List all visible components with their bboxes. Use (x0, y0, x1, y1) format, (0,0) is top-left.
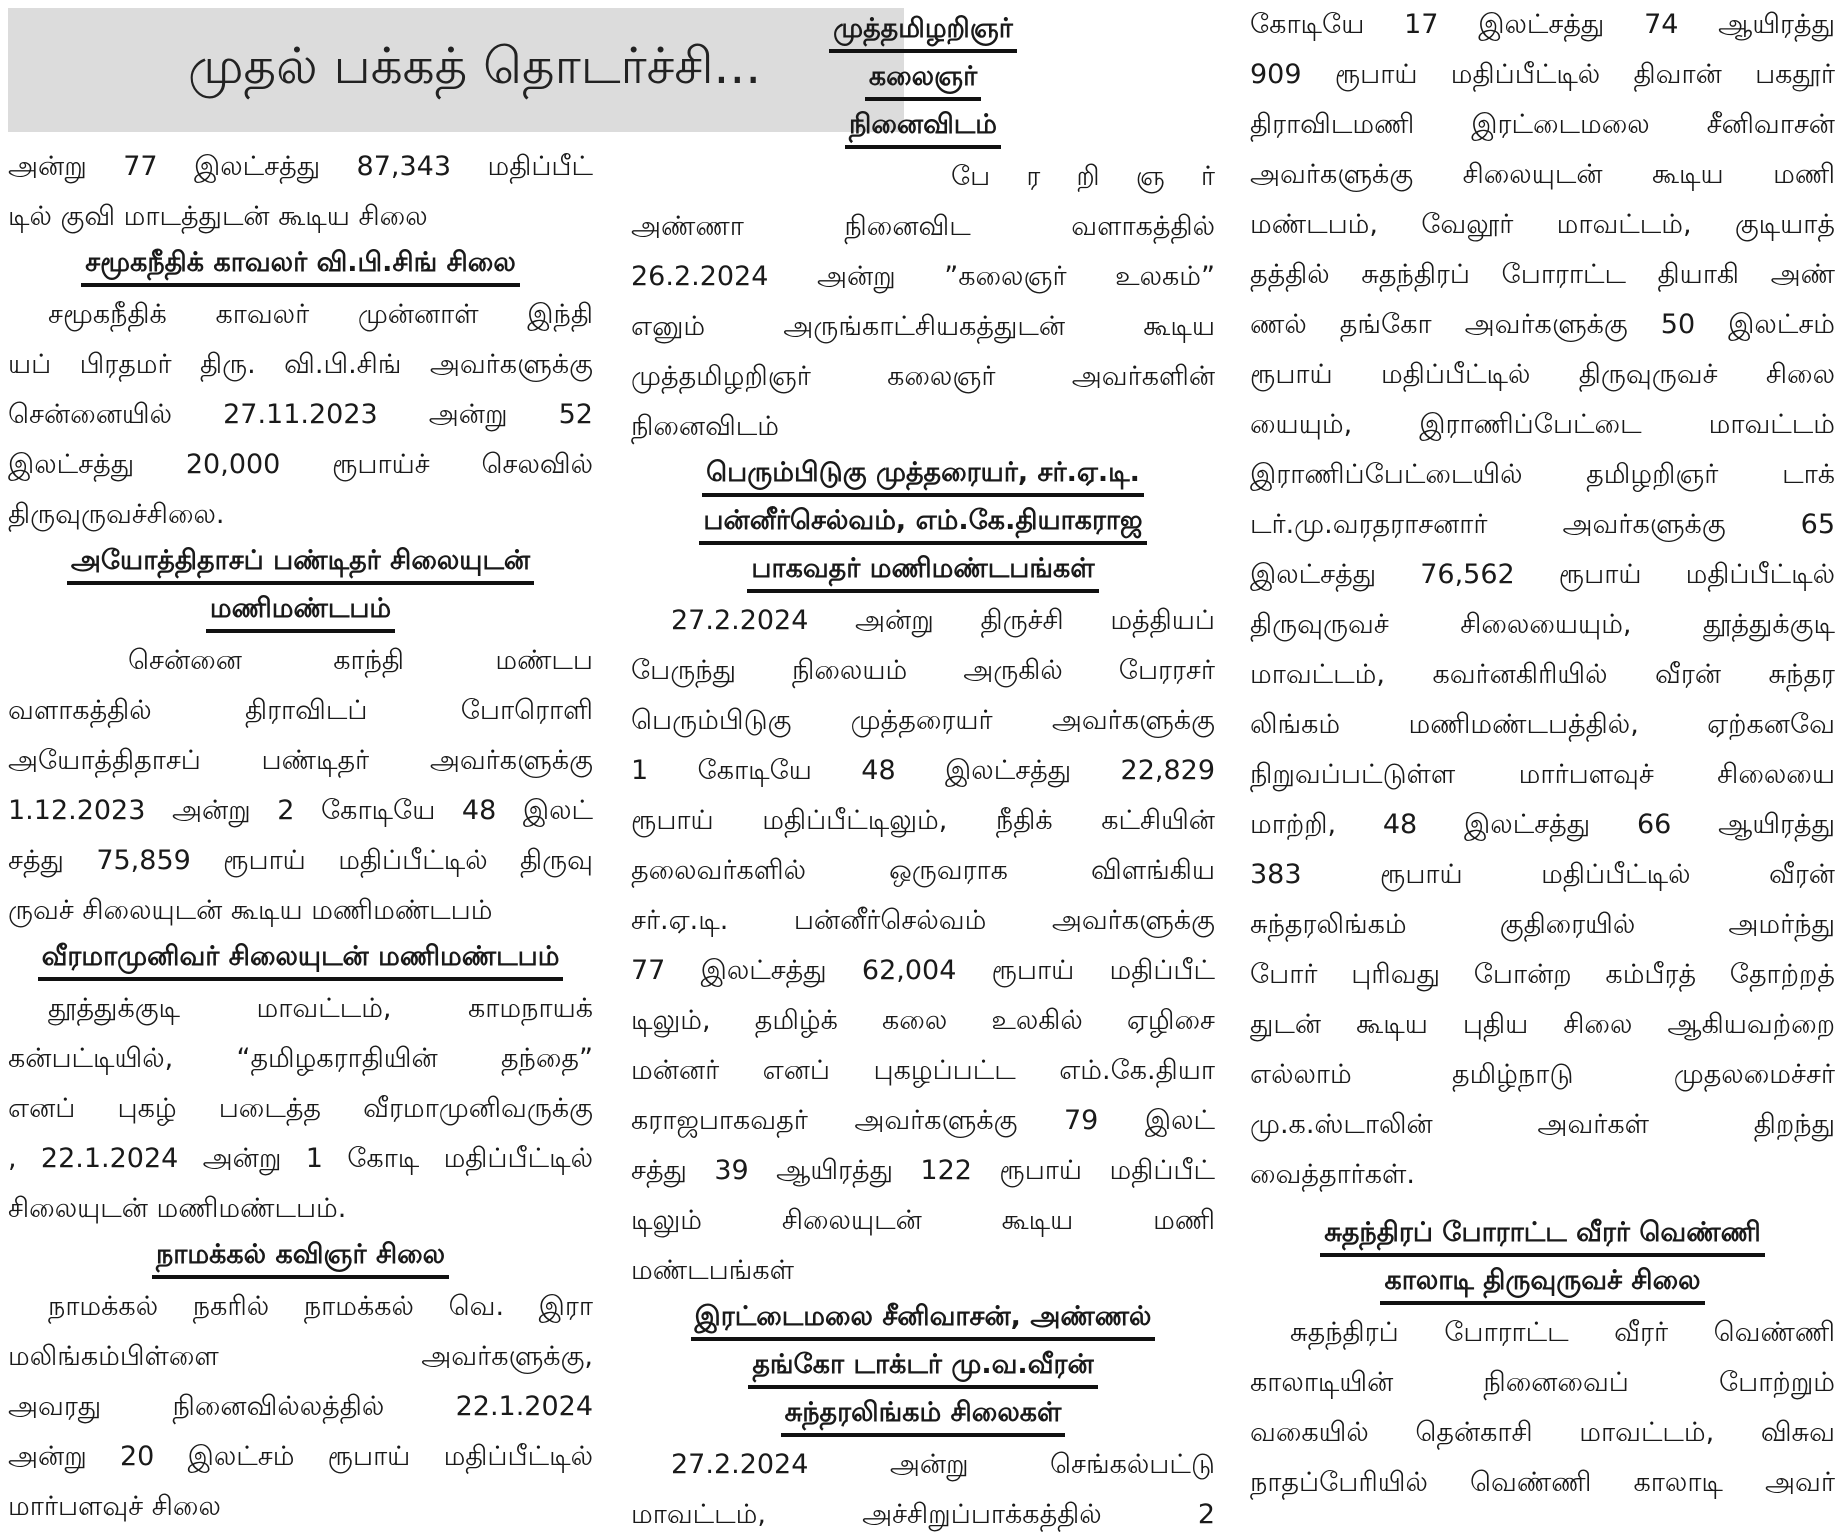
paragraph-line: ரூபாய் மதிப்பீட்டிலும், நீதிக் கட்சியின் (631, 805, 1215, 836)
section-heading (631, 548, 1215, 596)
section-heading-text: தங்கோ டாக்டர் மு.வ.வீரன் (748, 1345, 1097, 1389)
paragraph-line: டிலும், தமிழ்க் கலை உலகில் ஏழிசை (631, 1005, 1215, 1036)
paragraph-first-line: தூத்துக்குடி மாவட்டம், காமநாயக் (48, 993, 593, 1024)
section-heading (8, 242, 593, 290)
paragraph-line: மார்பளவுச் சிலை (8, 1491, 221, 1522)
section-heading-text: சுந்தரலிங்கம் சிலைகள் (781, 1393, 1066, 1437)
section-heading-text: அயோத்திதாசப் பண்டிதர் சிலையுடன் (67, 541, 534, 585)
section-heading-text: காலாடி திருவுருவச் சிலை (1380, 1261, 1704, 1305)
section-heading (8, 588, 593, 636)
article-column-3 (1250, 0, 1835, 1534)
paragraph-line: எனப் புகழ் படைத்த வீரமாமுனிவருக்கு (8, 1093, 593, 1124)
section-heading-text: சுதந்திரப் போராட்ட வீரர் வெண்ணி (1320, 1213, 1765, 1257)
paragraph-line: டர்.மு.வரதராசனார் அவர்களுக்கு 65 (1250, 509, 1835, 540)
paragraph-line: மண்டபங்கள் (631, 1255, 794, 1286)
paragraph-line: வைத்தார்கள். (1250, 1159, 1415, 1190)
paragraph-line: ரூபாய் மதிப்பீட்டில் திருவுருவச் சிலை (1250, 359, 1835, 390)
paragraph-line: திராவிடமணி இரட்டைமலை சீனிவாசன் (1250, 109, 1835, 140)
section-heading-text: கலைஞர் (865, 57, 981, 101)
paragraph-line: பேருந்து நிலையம் அருகில் பேரரசர் (631, 655, 1215, 686)
paragraph-line: எல்லாம் தமிழ்நாடு முதலமைச்சர் (1250, 1059, 1835, 1090)
section-heading-text: இரட்டைமலை சீனிவாசன், அண்ணல் (691, 1297, 1156, 1341)
paragraph-line: துடன் கூடிய புதிய சிலை ஆகியவற்றை (1250, 1009, 1835, 1040)
paragraph-line: , 22.1.2024 அன்று 1 கோடி மதிப்பீட்டில் (8, 1143, 593, 1174)
section-heading-text: சமூகநீதிக் காவலர் வி.பி.சிங் சிலை (81, 243, 520, 287)
paragraph-line: 909 ரூபாய் மதிப்பீட்டில் திவான் பகதூர் (1250, 59, 1835, 90)
paragraph-line: முத்தமிழறிஞர் கலைஞர் அவர்களின் (631, 361, 1215, 392)
section-heading (631, 8, 1215, 56)
section-heading (631, 1344, 1215, 1392)
paragraph-line: மாற்றி, 48 இலட்சத்து 66 ஆயிரத்து (1250, 809, 1835, 840)
paragraph-line: இலட்சத்து 20,000 ரூபாய்ச் செலவில் (8, 449, 593, 480)
paragraph-line: யப் பிரதமர் திரு. வி.பி.சிங் அவர்களுக்கு (8, 349, 593, 380)
paragraph-line: சத்து 75,859 ரூபாய் மதிப்பீட்டில் திருவு (8, 845, 593, 876)
paragraph-line: கன்பட்டியில், “தமிழகராதியின் தந்தை” (8, 1043, 593, 1074)
paragraph-line: 1 கோடியே 48 இலட்சத்து 22,829 (631, 755, 1215, 786)
paragraph-line: நினைவிடம் (631, 411, 780, 442)
article-column-2 (631, 0, 1215, 1534)
paragraph-line: அன்று 77 இலட்சத்து 87,343 மதிப்பீட் (8, 151, 593, 182)
paragraph-line: டிலும் சிலையுடன் கூடிய மணி (631, 1205, 1215, 1236)
paragraph-line: பெரும்பிடுகு முத்தரையர் அவர்களுக்கு (631, 705, 1215, 736)
section-heading (631, 1392, 1215, 1440)
paragraph-line: இலட்சத்து 76,562 ரூபாய் மதிப்பீட்டில் (1250, 559, 1835, 590)
paragraph-line: கோடியே 17 இலட்சத்து 74 ஆயிரத்து (1250, 9, 1835, 40)
paragraph-line: 1.12.2023 அன்று 2 கோடியே 48 இலட் (8, 795, 593, 826)
paragraph-line: ணல் தங்கோ அவர்களுக்கு 50 இலட்சம் (1250, 309, 1835, 340)
paragraph-line: சிலையுடன் மணிமண்டபம். (8, 1193, 347, 1224)
paragraph-first-line: சென்னை காந்தி மண்டப (128, 645, 593, 676)
section-heading-text: பாகவதர் மணிமண்டபங்கள் (747, 549, 1098, 593)
heading-spacer (1250, 1200, 1835, 1212)
section-heading (631, 1296, 1215, 1344)
paragraph-line: நிறுவப்பட்டுள்ள மார்பளவுச் சிலையை (1250, 759, 1835, 790)
paragraph-line: தத்தில் சுதந்திரப் போராட்ட தியாகி அண் (1250, 259, 1835, 290)
paragraph-line: சர்.ஏ.டி. பன்னீர்செல்வம் அவர்களுக்கு (631, 905, 1215, 936)
section-heading (631, 452, 1215, 500)
section-heading-text: முத்தமிழறிஞர் (829, 9, 1017, 53)
paragraph-line: மலிங்கம்பிள்ளை அவர்களுக்கு, (8, 1341, 593, 1372)
paragraph-first-line: 27.2.2024 அன்று செங்கல்பட்டு (671, 1449, 1215, 1480)
paragraph-line: வளாகத்தில் திராவிடப் போரொளி (8, 695, 593, 726)
paragraph-line: அன்று 20 இலட்சம் ரூபாய் மதிப்பீட்டில் (8, 1441, 593, 1472)
paragraph-line: அவரது நினைவில்லத்தில் 22.1.2024 (8, 1391, 593, 1422)
paragraph-first-line: சுதந்திரப் போராட்ட வீரர் வெண்ணி (1290, 1317, 1835, 1348)
section-heading (1250, 1260, 1835, 1308)
section-heading (631, 56, 1215, 104)
paragraph-line: சுந்தரலிங்கம் குதிரையில் அமர்ந்து (1250, 909, 1835, 940)
section-heading (631, 104, 1215, 152)
paragraph-line: இராணிப்பேட்டையில் தமிழறிஞர் டாக் (1250, 459, 1835, 490)
paragraph-line: கராஜபாகவதர் அவர்களுக்கு 79 இலட் (631, 1105, 1215, 1136)
section-heading-text: பெரும்பிடுகு முத்தரையர், சர்.ஏ.டி. (702, 453, 1144, 497)
paragraph-line: நாதப்பேரியில் வெண்ணி காலாடி அவர் (1250, 1467, 1835, 1498)
paragraph-line: 77 இலட்சத்து 62,004 ரூபாய் மதிப்பீட் (631, 955, 1215, 986)
paragraph-line: 26.2.2024 அன்று ”கலைஞர் உலகம்” (631, 261, 1215, 292)
section-heading-text: மணிமண்டபம் (206, 589, 395, 633)
paragraph-line: டில் குவி மாடத்துடன் கூடிய சிலை (8, 201, 428, 232)
banner-title: முதல் பக்கத் தொடர்ச்சி... (188, 37, 762, 95)
section-heading-text: பன்னீர்செல்வம், எம்.கே.தியாகராஜ (699, 501, 1146, 545)
section-heading (8, 1234, 593, 1282)
paragraph-line: சென்னையில் 27.11.2023 அன்று 52 (8, 399, 593, 430)
paragraph-line: ருவச் சிலையுடன் கூடிய மணிமண்டபம் (8, 895, 493, 926)
section-heading (8, 936, 593, 984)
column-spacer (8, 0, 593, 142)
paragraph-line: மன்னர் எனப் புகழப்பட்ட எம்.கே.தியா (631, 1055, 1215, 1086)
paragraph-line: லிங்கம் மணிமண்டபத்தில், ஏற்கனவே (1250, 709, 1835, 740)
paragraph-line: மண்டபம், வேலூர் மாவட்டம், குடியாத் (1250, 209, 1835, 240)
article-column-1 (8, 0, 593, 1534)
section-heading-text: நாமக்கல் கவிஞர் சிலை (152, 1235, 449, 1279)
paragraph-line: வகையில் தென்காசி மாவட்டம், விசுவ (1250, 1417, 1835, 1448)
section-heading (8, 540, 593, 588)
paragraph-line: காலாடியின் நினைவைப் போற்றும் (1250, 1367, 1835, 1398)
paragraph-first-line: பே ர றி ஞ ர் (951, 161, 1215, 192)
paragraph-line: திருவுருவச்சிலை. (8, 499, 225, 530)
section-heading (631, 500, 1215, 548)
paragraph-line: தலைவர்களில் ஒருவராக விளங்கிய (631, 855, 1215, 886)
section-heading (1250, 1212, 1835, 1260)
paragraph-line: அவர்களுக்கு சிலையுடன் கூடிய மணி (1250, 159, 1835, 190)
heading-spacer (631, 0, 1215, 8)
paragraph-line: எனும் அருங்காட்சியகத்துடன் கூடிய (631, 311, 1215, 342)
paragraph-line: மாவட்டம், கவர்னகிரியில் வீரன் சுந்தர (1250, 659, 1835, 690)
paragraph-first-line: சமூகநீதிக் காவலர் முன்னாள் இந்தி (48, 299, 593, 330)
paragraph-line: மாவட்டம், அச்சிறுப்பாக்கத்தில் 2 (631, 1499, 1215, 1530)
section-heading-text: நினைவிடம் (845, 105, 1001, 149)
section-heading-text: வீரமாமுனிவர் சிலையுடன் மணிமண்டபம் (38, 937, 564, 981)
paragraph-line: 383 ரூபாய் மதிப்பீட்டில் வீரன் (1250, 859, 1835, 890)
paragraph-first-line: 27.2.2024 அன்று திருச்சி மத்தியப் (671, 605, 1215, 636)
paragraph-line: யையும், இராணிப்பேட்டை மாவட்டம் (1250, 409, 1835, 440)
paragraph-line: அண்ணா நினைவிட வளாகத்தில் (631, 211, 1215, 242)
paragraph-line: மு.க.ஸ்டாலின் அவர்கள் திறந்து (1250, 1109, 1835, 1140)
paragraph-line: திருவுருவச் சிலையையும், தூத்துக்குடி (1250, 609, 1835, 640)
paragraph-line: போர் புரிவது போன்ற கம்பீரத் தோற்றத் (1250, 959, 1835, 990)
paragraph-line: அயோத்திதாசப் பண்டிதர் அவர்களுக்கு (8, 745, 593, 776)
paragraph-line: சத்து 39 ஆயிரத்து 122 ரூபாய் மதிப்பீட் (631, 1155, 1215, 1186)
paragraph-first-line: நாமக்கல் நகரில் நாமக்கல் வெ. இரா (48, 1291, 593, 1322)
